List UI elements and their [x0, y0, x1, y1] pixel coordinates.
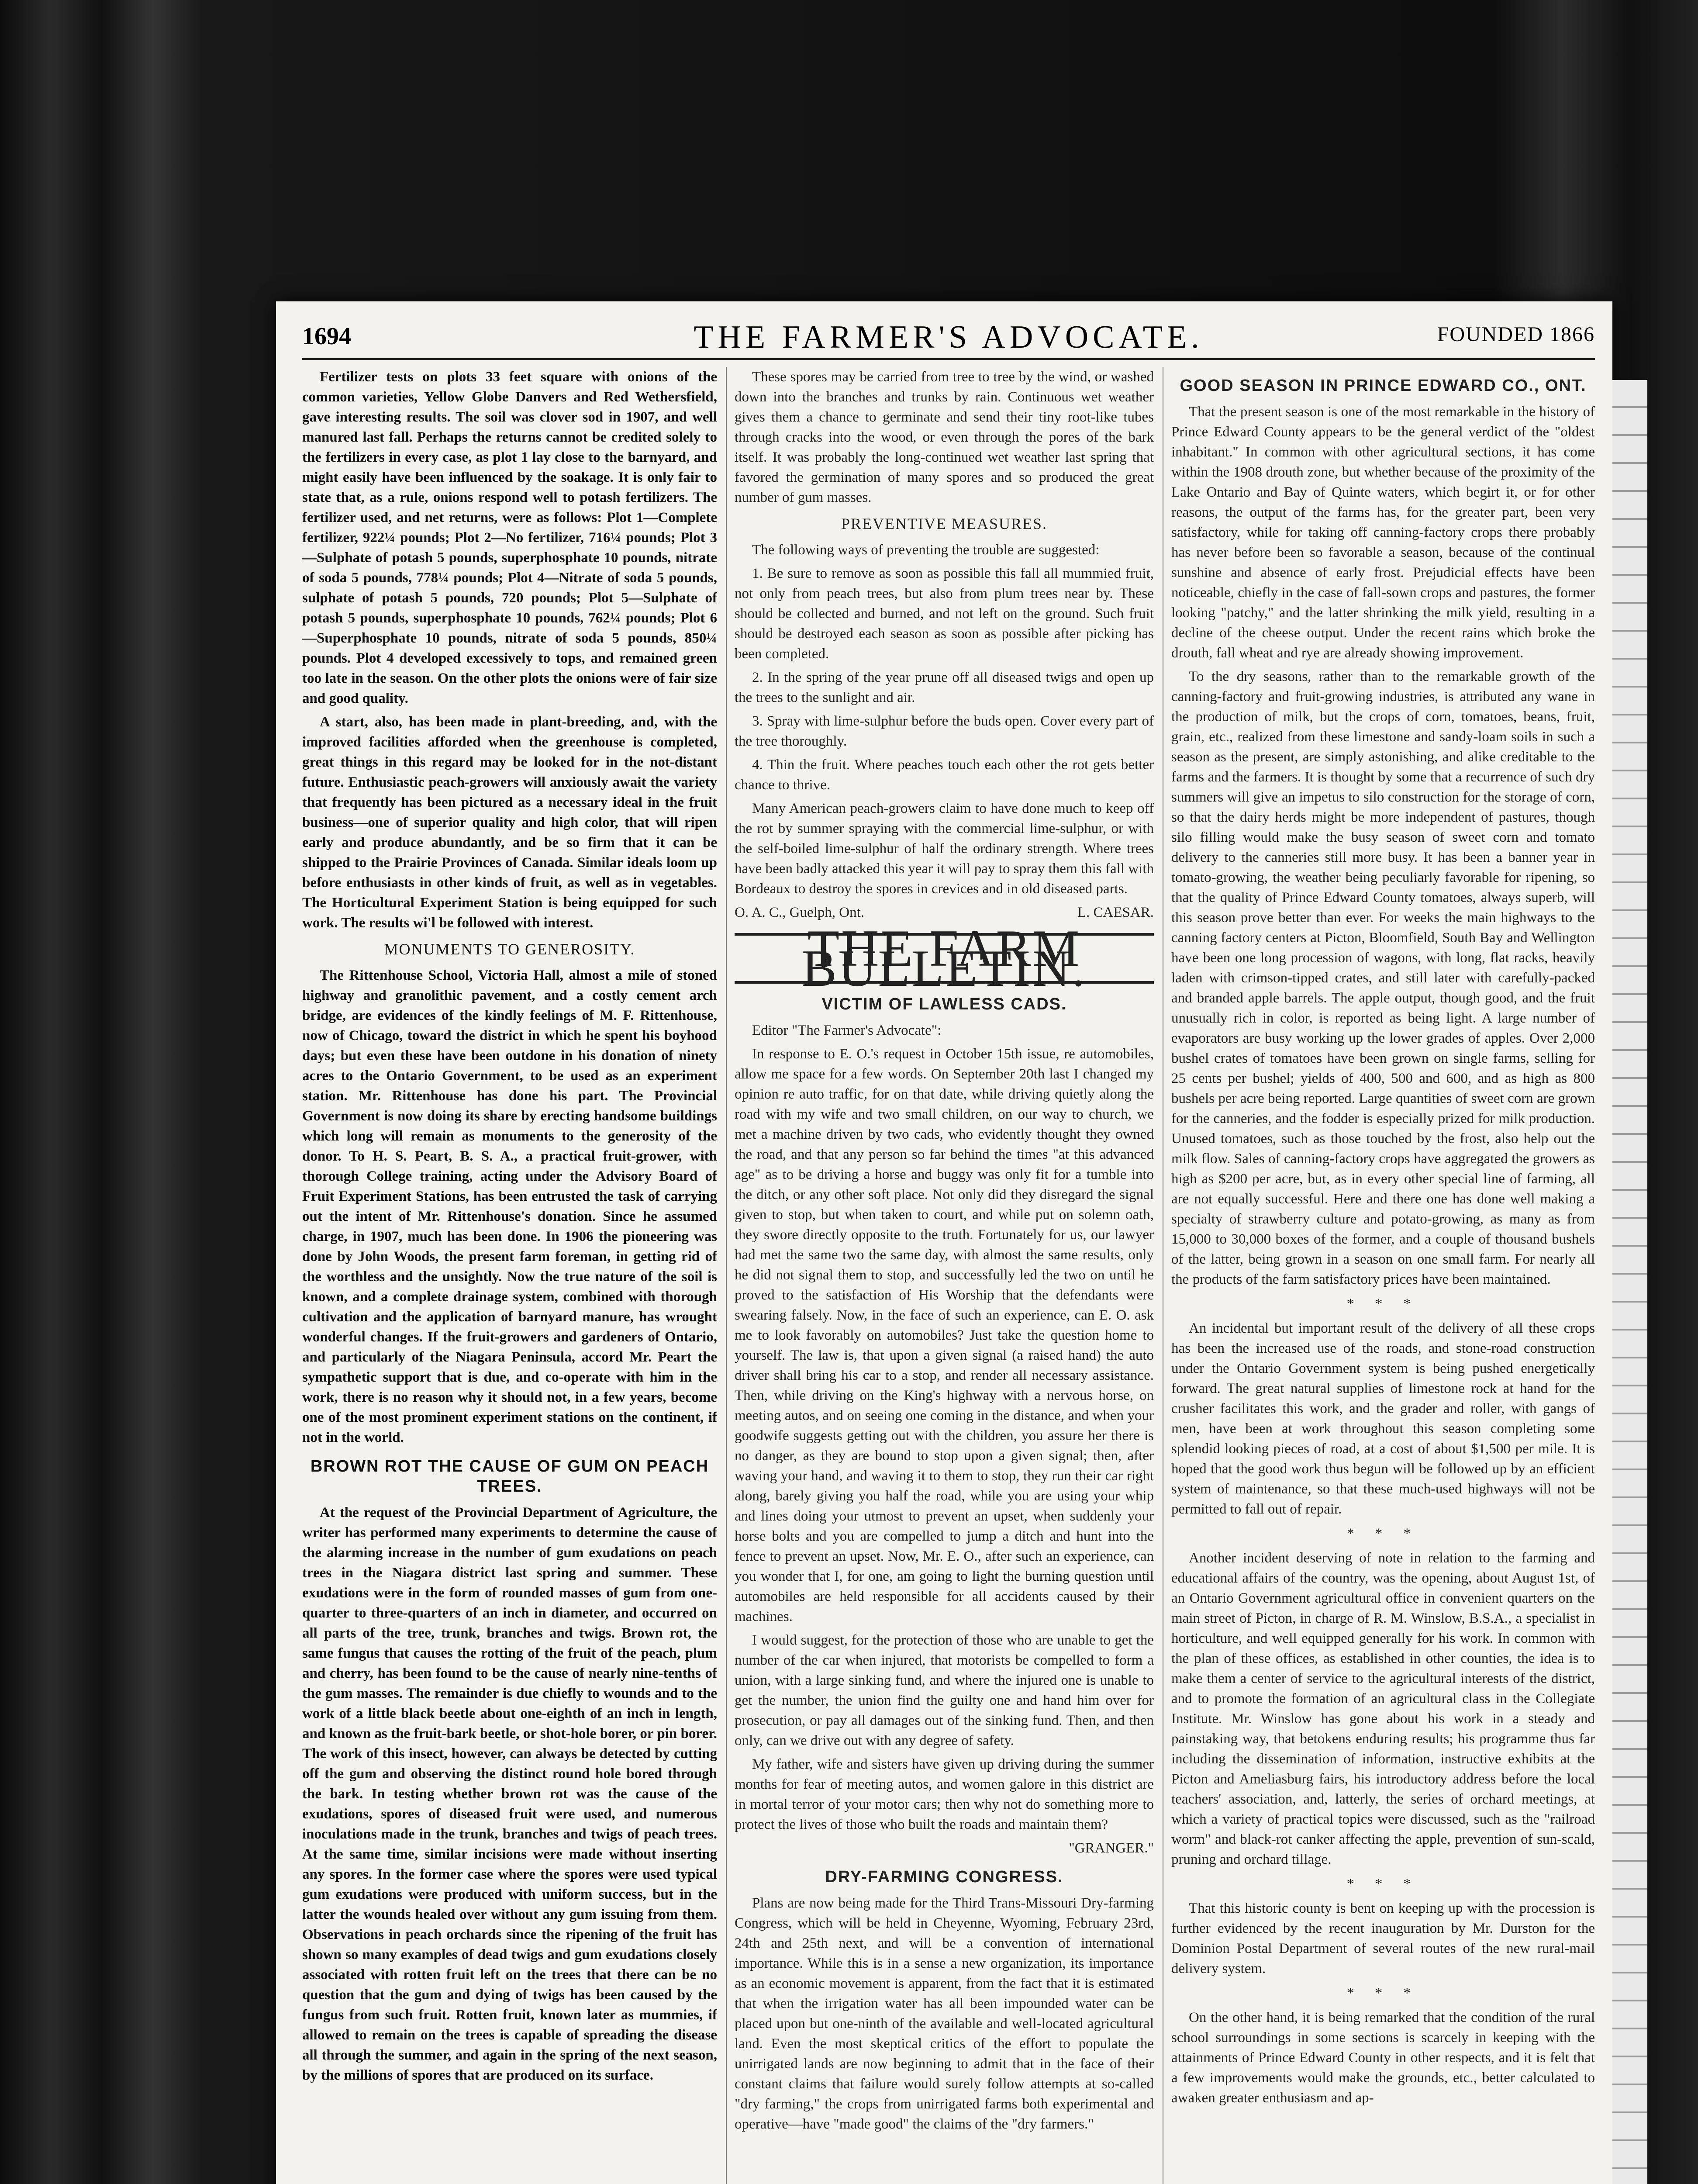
section-heading: BROWN ROT THE CAUSE OF GUM ON PEACH TREES.	[310, 1457, 709, 1496]
farm-bulletin-banner: THE FARM BULLETIN.	[735, 933, 1154, 984]
article-paragraph: That this historic county is bent on keeping up with the procession is further evidenced by the recent inauguration by Mr. Durston for the Dominion Postal Department of several routes of the new rural-mail delivery system.	[1171, 1901, 1595, 1977]
article-paragraph: My father, wife and sisters have given up driving during the summer months for fear of meeting autos, and women galore in this district are in mortal terror of your motor cars; then why not do something more to protect the lives of those who built the roads and maintain them?	[735, 1756, 1154, 1832]
section-separator: * * *	[1347, 1876, 1419, 1892]
column-right	[1171, 367, 1595, 2184]
article-paragraph: An incidental but important result of the delivery of all these crops has been the increased use of the roads, and stone-road construction under the Ontario Government system is being pushed energetically forward. The great natural supplies of limestone rock at hand for the crusher facilitates this work, and the grader and roller, with gangs of men, have been at work throughout this season completing some splendid looking pieces of road, at a cost of about $1,500 per mile. It is hoped that the good work thus begun will be followed up by an efficient system of maintenance, so that these much-used highways will not be permitted to fall out of repair.	[1171, 1320, 1595, 1517]
article-paragraph: These spores may be carried from tree to tree by the wind, or washed down into the branches and trunks by rain. Continuous wet weather gives them a chance to germinate and send their tiny root-like tubes through cracks into the wood, or even through the pores of the bark itself. It was probably the long-continued wet weather last spring that favored the germination of many spores and so produced the great number of gum masses.	[735, 369, 1154, 505]
signature-name: L. CAESAR.	[1077, 905, 1154, 920]
article-paragraph: That the present season is one of the most remarkable in the history of Prince Edward County appears to be the general verdict of the "oldest inhabitant." In common with other agricultural sections, it has come within the 1908 drouth zone, but whether because of the proximity of the Lake Ontario and Bay of Quinte waters, which begirt it, or for other reasons, the output of the farms has, for the greater part, been very satisfactory, while for taking off canning-factory crops there probably has never before been so favorable a season, because of the continual sunshine and absence of early frost. Prejudicial effects have been noticeable, chiefly in the case of fall-sown crops and pastures, the former looking "patchy," and the latter shrinking the milk yield, resulting in a decline of the cheese output. Under the recent rains which broke the drouth, fall wheat and rye are already showing improvement.	[1171, 404, 1595, 661]
article-paragraph: Fertilizer tests on plots 33 feet square with onions of the common varieties, Yellow Globe Danvers and Red Wethersfield, gave interesting results. The soil was clover sod in 1907, and well manured last fall. Perhaps the returns cannot be credited solely to the fertilizers in every case, as plot 1 lay close to the barnyard, and might easily have been influenced by the soakage. It is only fair to state that, as a rule, onions respond well to potash fertilizers. The fertilizer used, and net returns, were as follows: Plot 1—Complete fertilizer, 922¼ pounds; Plot 2—No fertilizer, 716¼ pounds; Plot 3—Sulphate of potash 5 pounds, superphosphate 10 pounds, nitrate of soda 5 pounds, 778¼ pounds; Plot 4—Nitrate of soda 5 pounds, sulphate of potash 5 pounds, 720 pounds; Plot 5—Sulphate of potash 5 pounds, superphosphate 10 pounds, 762¼ pounds; Plot 6—Superphosphate 10 pounds, nitrate of soda 5 pounds, 850¼ pounds. Plot 4 developed excessively to tops, and remained green too late in the season. On the other plots the onions were of fair size and good quality.	[302, 369, 717, 706]
article-paragraph: To the dry seasons, rather than to the remarkable growth of the canning-factory and fruit-growing industries, is attributed any wane in the production of milk, but the crops of corn, tomatoes, beans, fruit, grain, etc., realized from these limestone and sandy-loam soils in such a season as the present, are simply astonishing, and alike creditable to the farms and the farmers. It is thought by some that a recurrence of such dry summers will give an impetus to silo construction for the storage of corn, so that the dairy herds might be more independent of pastures, though silo filling would make the busy season of sweet corn and tomato delivery to the canneries still more busy. It has been a banner year in tomato-growing, the weather being peculiarly favorable for ripening, so that the quality of Prince Edward County tomatoes, always superb, will this season prove better than ever. For weeks the main highways to the canning factory centers at Picton, Bloomfield, South Bay and Wellington have been one long procession of wagons, with long, flat racks, heavily laden with crimson-tipped crates, and still later with carefully-packed and branded apple barrels. The apple output, though good, and the fruit unusually rich in color, is reported as being light. A large number of evaporators are busy working up the lower grades of apples. Over 2,000 bushel crates of tomatoes have been grown on single farms, selling for 25 cents per bushel; yields of 400, 500 and 600, and as high as 800 bushels per acre being reported. Large quantities of sweet corn are grown for the canneries, and the fodder is especially prized for milk production. Unused tomatoes, such as those touched by the frost, also help out the milk flow. Sales of canning-factory crops have aggregated the growers as high as $200 per acre, but, as in every other special line of farming, all are not equally successful. Here and there one has done well making a specialty of strawberry culture and potato-growing, as many as from 15,000 to 30,000 boxes of the former, and a couple of thousand bushels of the latter, being grown in a season on one small farm. For nearly all the products of the farm satisfactory prices have been maintained.	[1171, 669, 1595, 1287]
masthead	[302, 319, 1595, 360]
letter-signature: "GRANGER."	[1069, 1840, 1154, 1856]
section-separator: * * *	[1347, 1526, 1419, 1541]
newspaper-page	[276, 301, 1612, 2184]
section-heading: DRY-FARMING CONGRESS.	[825, 1868, 1063, 1886]
section-separator: * * *	[1347, 1296, 1419, 1312]
article-paragraph: I would suggest, for the protection of those who are unable to get the number of the car when injured, that motorists be compelled to form a union, with a large sinking fund, and where the injured one is unable to get the number, the union find the guilty one and hand him over for prosecution, or pay all damages out of the sinking fund. Then, and then only, can we drive out with any degree of safety.	[735, 1632, 1154, 1749]
article-paragraph: The Rittenhouse School, Victoria Hall, almost a mile of stoned highway and granolithic pavement, and a costly cement arch bridge, are evidences of the kindly feelings of M. F. Rittenhouse, now of Chicago, toward the district in which he spent his boyhood days; but even these have been outdone in his donation of ninety acres to the Ontario Government, to be used as an experiment station. Mr. Rittenhouse has done his part. The Provincial Government is now doing its share by erecting handsome buildings which long will remain as monuments to the generosity of the donor. To H. S. Peart, B. S. A., a practical fruit-grower, with thorough College training, acting under the Advisory Board of Fruit Experiment Stations, has been entrusted the task of carrying out the intent of Mr. Rittenhouse's donation. Since he assumed charge, in 1907, much has been done. In 1906 the pioneering was done by John Woods, the present farm foreman, in getting rid of the worthless and the unsightly. Now the true nature of the soil is known, and a complete drainage system, combined with thorough cultivation and the application of barnyard manure, has wrought wonderful changes. If the fruit-growers and gardeners of Ontario, and particularly of the Niagara Peninsula, accord Mr. Peart the sympathetic support that is due, and co-operate with him in the work, there is no reason why it should not, in a few years, become one of the most prominent experiment stations on the continent, if not in the world.	[302, 968, 717, 1445]
article-paragraph: 4. Thin the fruit. Where peaches touch each other the rot gets better chance to thrive.	[735, 757, 1154, 793]
article-paragraph: Another incident deserving of note in relation to the farming and educational affairs of the country, was the opening, about August 1st, of an Ontario Government agricultural office in convenient quarters on the main street of Picton, in charge of R. M. Winslow, B.S.A., a specialist in horticulture, and well equipped generally for his work. In common with the plan of these offices, as established in other counties, the idea is to make them a center of service to the agricultural interests of the district, and to promote the formation of an agricultural class in the Collegiate Institute. Mr. Winslow has gone about his work in a steady and painstaking way, that betokens enduring results; his programme thus far including the dissemination of information, instructive exhibits at the Picton and Ameliasburg fairs, his introductory address before the local teachers' association, and, latterly, the series of orchard meetings, at which a variety of practical topics were discussed, such as the "railroad worm" and black-rot canker affecting the apple, prevention of sun-scald, pruning and orchard tillage.	[1171, 1550, 1595, 1867]
founded-label: FOUNDED 1866	[1437, 323, 1595, 346]
column-left	[302, 367, 717, 2184]
signature-place: O. A. C., Guelph, Ont.	[735, 905, 864, 920]
article-paragraph: A start, also, has been made in plant-breeding, and, with the improved facilities afforded when the greenhouse is completed, great things in this regard may be looked for in the not-distant future. Enthusiastic peach-growers will anxiously await the variety that frequently has been pictured as a necessary ideal in the fruit business—one of superior quality and high color, that will ripen early and produce abundantly, and be so firm that it can be shipped to the Prairie Provinces of Canada. Similar ideals loom up before enthusiasts in other kinds of fruit, as well as in vegetables. The Horticultural Experiment Station is being equipped for such work. The results wi'l be followed with interest.	[302, 714, 717, 931]
article-paragraph: Plans are now being made for the Third Trans-Missouri Dry-farming Congress, which will be held in Cheyenne, Wyoming, February 23rd, 24th and 25th next, and will be a convention of international importance. While this is in a sense a new organization, its importance as an economic movement is apparent, from the fact that it is estimated that when the irrigation water has all been impounded water can be placed upon but one-ninth of the available and well-located agricultural land. Even the most skeptical critics of the effort to populate the unirrigated lands are now beginning to admit that in the face of their constant claims that failure would surely follow attempts at so-called "dry farming," the crops from unirrigated farms both experimental and operative—have "made good" the claims of the "dry farmers."	[735, 1895, 1154, 2132]
section-heading: GOOD SEASON IN PRINCE EDWARD CO., ONT.	[1180, 377, 1587, 395]
article-paragraph: In response to E. O.'s request in October 15th issue, re automobiles, allow me space for a few words. On September 20th last I changed my opinion re auto traffic, for on that date, while driving quietly along the road with my wife and two small children, on our way to church, we met a machine driven by two cads, who evidently thought they owned the road, and that any person so far behind the times "at this advanced age" as to be driving a horse and buggy was only fit for a tumble into the ditch, or any other soft place. Not only did they disregard the signal given to stop, but when taken to court, and while put on solemn oath, they swore directly opposite to the truth. Fortunately for us, our lawyer had met the same two the same day, with almost the same results, only he did not signal them to stop, and successfully led the two on until he proved to the satisfaction of His Worship that the defendants were swearing falsely. Now, in the face of such an experience, can E. O. ask me to look favorably on automobiles? Just take the question home to yourself. The law is, that upon a given signal (a raised hand) the auto driver shall bring his car to a stop, and render all necessary assistance. Then, while driving on the King's highway with a nervous horse, on meeting autos, and on seeing one coming in the distance, and when your goodwife suggests getting out with the children, you assure her there is no danger, as they are bound to stop upon a given signal; then, after waving your hand, and waving it to them to stop, they run their car right along, barely giving you half the road, while you are using your whip and lines doing your utmost to prevent an upset, when suddenly your horse bolts and you are compelled to jump a ditch and hunt into the fence to prevent an upset. Now, Mr. E. O., after such an experience, can you wonder that I, for one, am going to light the burning question until automobiles are held responsible for all accidents caused by their machines.	[735, 1046, 1154, 1624]
article-paragraph: The following ways of preventing the trouble are suggested:	[752, 542, 1100, 558]
publication-title: THE FARMER'S ADVOCATE.	[694, 319, 1204, 355]
article-paragraph: Many American peach-growers claim to have done much to keep off the rot by summer spraying with the commercial lime-sulphur, or with the self-boiled lime-sulphur of half the ordinary strength. Where trees have been badly attacked this year it will pay to spray them this fall with Bordeaux to destroy the spores in crevices and in old diseased parts.	[735, 801, 1154, 897]
article-paragraph: At the request of the Provincial Department of Agriculture, the writer has performed many experiments to determine the cause of the alarming increase in the number of gum exudations on peach trees in the Niagara district last spring and summer. These exudations were in the form of rounded masses of gum from one-quarter to three-quarters of an inch in diameter, and occurred on all parts of the tree, trunk, branches and twigs. Brown rot, the same fungus that causes the rotting of the fruit of the peach, plum and cherry, has been found to be the cause of nearly nine-tenths of the gum masses. The remainder is due chiefly to wounds and to the work of a little black beetle about one-eighth of an inch in length, and known as the fruit-bark beetle, or shot-hole borer, or pin borer. The work of this insect, however, can always be detected by cutting off the gum and observing the distinct round hole bored through the bark. In testing whether brown rot was the cause of the exudations, spores of diseased fruit were used, and numerous inoculations made in the trunk, branches and twigs of peach trees. At the same time, similar incisions were made without inserting any spores. In the former case where the spores were used typical gum exudations were produced with uniform success, but in the latter the wounds healed over without any gum issuing from them. Observations in peach orchards since the ripening of the fruit has shown so many examples of dead twigs and gum exudations closely associated with rotten fruit left on the trees that there can be no question that the gum and dying of twigs has been caused by the fungus from such fruit. Rotten fruit, known later as mummies, if allowed to remain on the trees is capable of spreading the disease all through the summer, and again in the spring of the next season, by the millions of spores that are produced on its surface.	[302, 1505, 717, 2083]
section-heading: VICTIM OF LAWLESS CADS.	[821, 995, 1067, 1013]
section-heading: MONUMENTS TO GENEROSITY.	[384, 940, 635, 958]
page-number: 1694	[302, 323, 351, 350]
article-paragraph: 3. Spray with lime-sulphur before the buds open. Cover every part of the tree thoroughly.	[735, 713, 1154, 749]
section-separator: * * *	[1347, 1985, 1419, 2001]
column-middle	[735, 367, 1154, 2184]
adjacent-page-edge	[1612, 380, 1647, 2184]
article-paragraph: 1. Be sure to remove as soon as possible this fall all mummied fruit, not only from peach trees, but also from plum trees near by. These should be collected and burned, and not left on the ground. Such fruit should be destroyed each season as soon as possible after picking has been completed.	[735, 566, 1154, 662]
article-paragraph: On the other hand, it is being remarked that the condition of the rural school surroundings in some sections is scarcely in keeping with the attainments of Prince Edward County in other respects, and it is felt that a few improvements would make the grounds, etc., better calculated to awaken greater enthusiasm and ap-	[1171, 2010, 1595, 2106]
letter-salutation: Editor "The Farmer's Advocate":	[752, 1023, 942, 1038]
article-paragraph: 2. In the spring of the year prune off all diseased twigs and open up the trees to the sunlight and air.	[735, 670, 1154, 705]
section-heading: PREVENTIVE MEASURES.	[841, 515, 1048, 532]
column-divider	[726, 367, 727, 2184]
